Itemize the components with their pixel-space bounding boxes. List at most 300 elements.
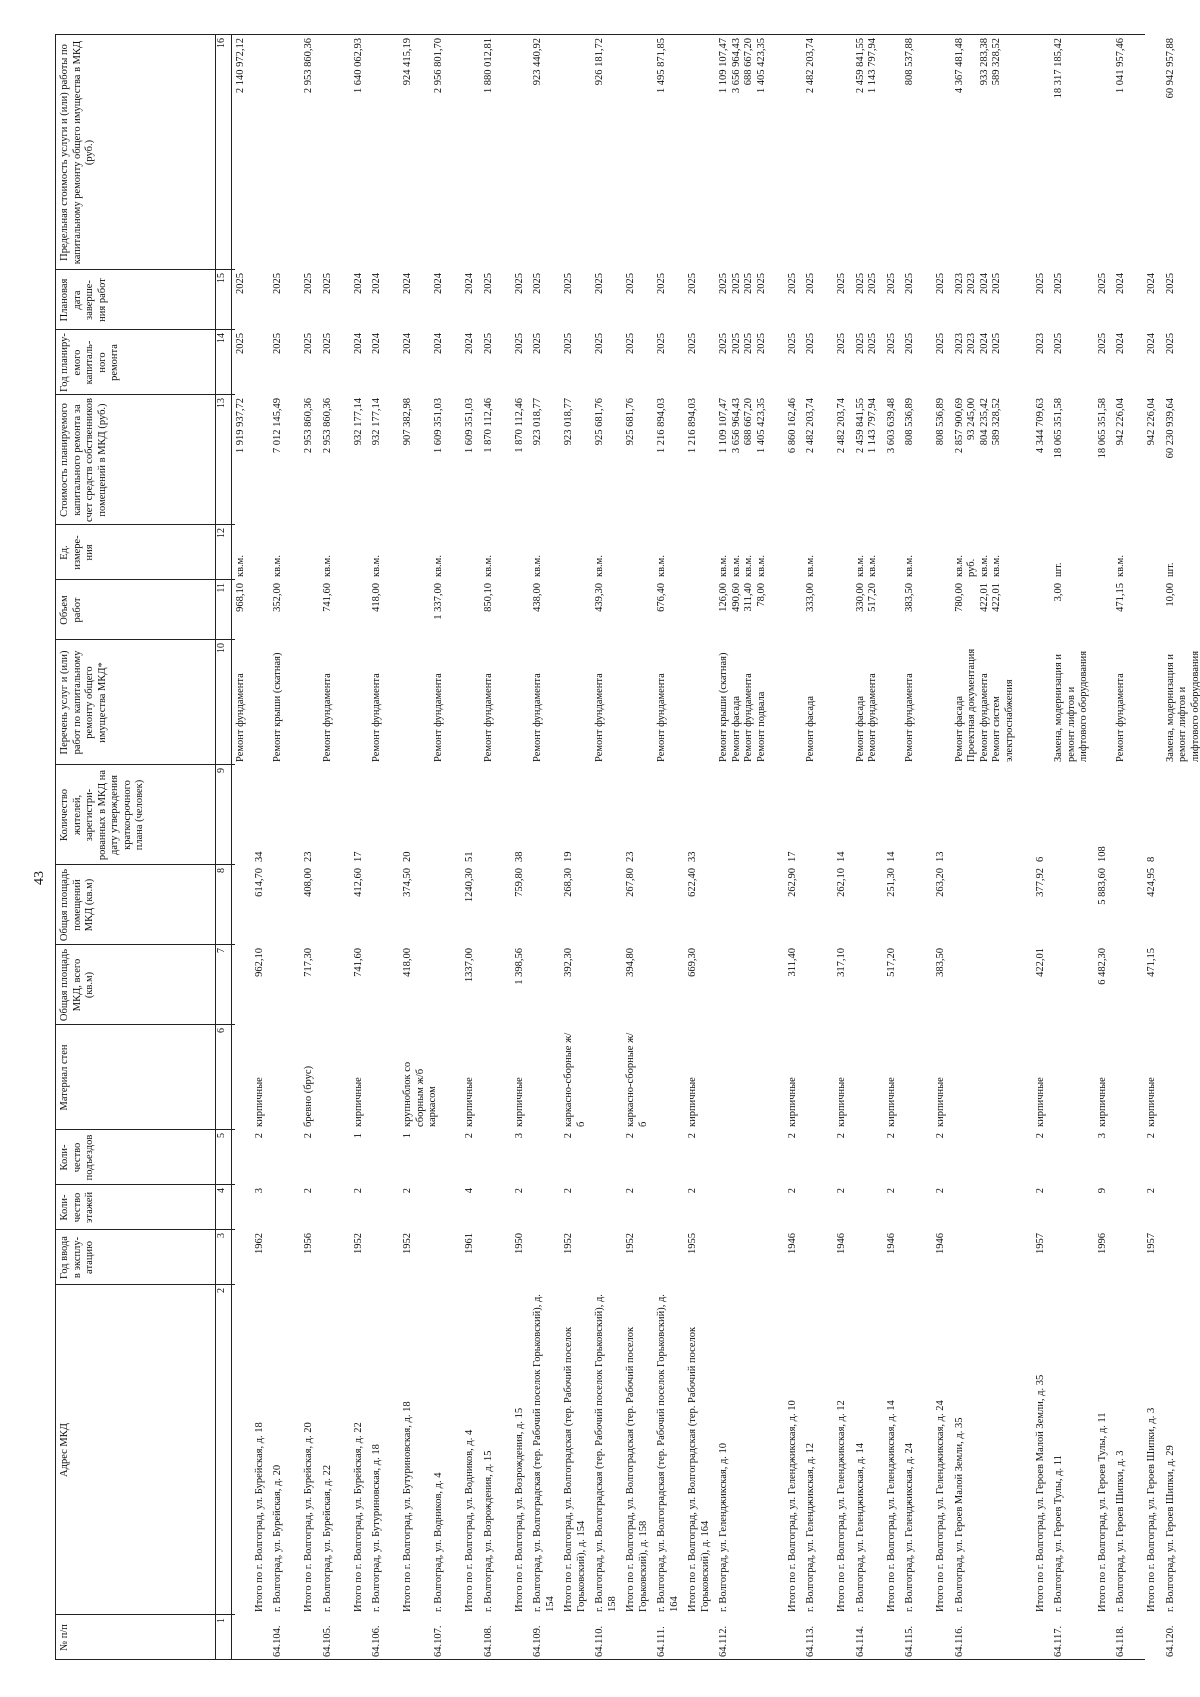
table-cell: 2 482 203,74: [805, 38, 816, 94]
table-cell: 2: [352, 1188, 364, 1194]
table-cell: 392,30: [563, 948, 574, 977]
table-cell: 18 317 185,42: [1053, 38, 1064, 99]
table-cell: 2025 2025 2025 2025: [718, 333, 767, 354]
table-cell: 64.110.: [594, 1625, 605, 1657]
table-cell: Итого по г. Волгоград, ул. Геленджикская, д. 10: [786, 1400, 798, 1612]
table-cell: 2025: [321, 273, 333, 294]
table-cell: 10,00: [1164, 583, 1176, 607]
table-cell: 1 216 894,03: [687, 398, 698, 454]
table-cell: 126,00 490,60 311,40 78,00: [718, 583, 767, 612]
table-cell: кирпичные: [935, 1077, 946, 1127]
table-cell: 418,00: [371, 583, 382, 612]
column-header: Общая площадь помещений МКД (кв.м): [59, 868, 95, 942]
table-cell: г. Волгоград, ул. Геленджикская, д. 10: [718, 1442, 729, 1612]
table-cell: кирпичные: [687, 1077, 698, 1127]
table-cell: 1: [402, 1133, 413, 1139]
table-cell: г. Волгоград, ул. Героев Малой Земли, д. 35: [953, 1417, 965, 1612]
table-cell: 64.111.: [656, 1626, 667, 1657]
table-cell: кирпичные: [786, 1077, 798, 1127]
table-cell: Итого по г. Волгоград, ул. Волгоградская (тер. Рабочий поселок Горьковский), д. 158: [625, 1326, 649, 1612]
table-cell: кирпичные: [352, 1077, 364, 1127]
table-cell: кв.м.: [656, 555, 667, 577]
table-cell: Итого по г. Волгоград, ул. Волгоградская (тер. Рабочий поселок Горьковский), д. 154: [563, 1326, 587, 1612]
table-cell: г. Волгоград, ул. Героев Тулы, д. 11: [1053, 1455, 1064, 1612]
table-cell: 268,30: [563, 868, 574, 897]
table-cell: 4: [464, 1188, 475, 1194]
table-cell: 64.114.: [854, 1625, 866, 1657]
table-cell: г. Волгоград, ул. Бутуриновская, д. 18: [371, 1444, 382, 1612]
table-cell: 60 230 939,64: [1164, 398, 1176, 459]
table-cell: каркасно-сборные ж/б: [563, 1032, 587, 1127]
table-cell: Ремонт фундамента: [904, 673, 915, 762]
table-cell: 2025: [656, 273, 667, 294]
table-cell: крупноблок со сборным ж/б каркасом: [402, 1061, 438, 1127]
table-cell: 263,20: [935, 868, 946, 897]
table-cell: 6 482,30: [1096, 948, 1108, 985]
table-cell: 2025: [513, 333, 525, 354]
table-cell: 9: [1096, 1188, 1108, 1194]
table-cell: 2025: [272, 333, 283, 354]
row-border: [231, 35, 232, 1660]
table-cell: г. Волгоград, ул. Волгоградская (тер. Рабочий поселок Горьковский), д. 164: [656, 1294, 680, 1612]
table-cell: 2: [625, 1188, 636, 1194]
column-header: Материал стен: [59, 1044, 70, 1111]
table-cell: 23: [303, 851, 314, 862]
table-cell: 1946: [935, 1233, 946, 1254]
table-cell: 64.106.: [371, 1625, 382, 1657]
table-cell: 412,60: [352, 868, 364, 897]
table-cell: 14: [885, 851, 897, 862]
table-cell: 2025: [687, 273, 698, 294]
table-cell: 2: [464, 1133, 475, 1139]
table-cell: 17: [786, 851, 798, 862]
table-cell: 2025: [885, 333, 897, 354]
table-cell: 1950: [513, 1233, 525, 1254]
table-cell: Замена, модернизация и ремонт лифтов и лифтового оборудования: [1164, 650, 1200, 762]
table-cell: г. Волгоград, ул. Героев Шипки, д. 3: [1115, 1450, 1126, 1612]
table-cell: 2025: [904, 273, 915, 294]
table-cell: 2025: [563, 273, 574, 294]
table-cell: 808 536,89: [904, 398, 915, 446]
table-cell: 808 537,88: [904, 38, 915, 86]
table-cell: Итого по г. Волгоград, ул. Геленджикская, д. 14: [885, 1400, 897, 1612]
table-cell: 471,15: [1146, 948, 1157, 977]
table-cell: 1946: [885, 1233, 897, 1254]
column-number: 11: [216, 583, 227, 593]
table-cell: 2 482 203,74: [836, 398, 847, 454]
table-cell: 19: [563, 851, 574, 862]
table-cell: 614,70: [253, 868, 265, 897]
table-cell: 3,00: [1053, 583, 1064, 602]
table-cell: 108: [1096, 846, 1108, 862]
table-cell: г. Волгоград, ул. Бурейская, д. 22: [321, 1464, 333, 1612]
table-cell: 2: [1146, 1133, 1157, 1139]
column-number: 8: [216, 868, 227, 873]
table-cell: 2 482 203,74: [805, 398, 816, 454]
table-cell: 64.107.: [433, 1625, 444, 1657]
column-header: Объем работ: [59, 595, 83, 625]
table-cell: 2025: [532, 273, 543, 294]
table-cell: 2025: [594, 273, 605, 294]
table-cell: 850,10: [482, 583, 494, 612]
table-cell: 17: [352, 851, 364, 862]
table-cell: 2: [786, 1188, 798, 1194]
table-cell: 1 919 937,72: [235, 398, 246, 454]
table-cell: 1 640 062,93: [352, 38, 364, 94]
table-cell: Ремонт фундамента: [656, 673, 667, 762]
table-cell: 383,50: [935, 948, 946, 977]
table-cell: 1946: [836, 1233, 847, 1254]
table-cell: 394,80: [625, 948, 636, 977]
table-cell: 942 226,04: [1146, 398, 1157, 446]
table-cell: 422,01: [1034, 948, 1046, 977]
table-cell: 471,15: [1115, 583, 1126, 612]
table-cell: 352,00: [272, 583, 283, 612]
table-cell: Ремонт фундамента: [235, 673, 246, 762]
table-cell: 1 609 351,03: [433, 398, 444, 454]
column-number: 12: [216, 528, 227, 538]
column-header: Количество жителей, зарегистри-рованных в МКД на дату утверждения краткосрочного плана (человек): [59, 769, 145, 861]
table-cell: 2025: [786, 333, 798, 354]
table-cell: Ремонт фасада: [805, 695, 816, 762]
table-cell: 2024: [402, 333, 413, 354]
column-number: 14: [216, 333, 227, 343]
table-cell: 924 415,19: [402, 38, 413, 86]
table-cell: 2 953 860,36: [303, 398, 314, 454]
table-cell: 34: [253, 851, 265, 862]
table-cell: 2025: [563, 333, 574, 354]
table-cell: 2025: [303, 333, 314, 354]
table-cell: 1946: [786, 1233, 798, 1254]
table-cell: г. Волгоград, ул. Бурейская, д. 20: [272, 1464, 283, 1612]
table-cell: кирпичные: [836, 1077, 847, 1127]
table-cell: 2025: [625, 273, 636, 294]
table-cell: 2025: [625, 333, 636, 354]
table-cell: 1962: [253, 1233, 265, 1254]
table-cell: кв.м.: [482, 555, 494, 577]
table-cell: кв.м.: [1115, 555, 1126, 577]
table-cell: 2025: [594, 333, 605, 354]
table-cell: 2024: [352, 333, 364, 354]
table-cell: кв.м.: [433, 555, 444, 577]
table-cell: 517,20: [885, 948, 897, 977]
table-cell: 2024: [402, 273, 413, 294]
table-cell: кирпичные: [885, 1077, 897, 1127]
table-cell: 2025: [235, 333, 246, 354]
table-cell: Ремонт фундамента: [1115, 673, 1126, 762]
table-cell: Ремонт фасада Ремонт фундамента: [854, 673, 878, 762]
table-cell: 2: [563, 1188, 574, 1194]
table-cell: 1961: [464, 1233, 475, 1254]
table-cell: 2025: [805, 273, 816, 294]
table-cell: 2025 2025 2025 2025: [718, 273, 767, 294]
table-cell: 1956: [303, 1233, 314, 1254]
table-cell: 2: [513, 1188, 525, 1194]
table-cell: 383,50: [904, 583, 915, 612]
table-cell: 3 603 639,48: [885, 398, 897, 454]
table-cell: г. Волгоград, ул. Волгоградская (тер. Рабочий поселок Горьковский), д. 154: [532, 1294, 556, 1612]
table-cell: Ремонт фундамента: [321, 673, 333, 762]
table-cell: 2024: [1115, 273, 1126, 294]
table-cell: Ремонт крыши (скатная): [272, 652, 283, 762]
table-cell: 251,30: [885, 868, 897, 897]
table-cell: Итого по г. Волгоград, ул. Геленджикская, д. 12: [836, 1400, 847, 1612]
table-cell: 942 226,04: [1115, 398, 1126, 446]
table-cell: 5 883,60: [1096, 868, 1108, 905]
table-cell: г. Волгоград, ул. Героев Шипки, д. 29: [1164, 1445, 1176, 1612]
table-cell: 907 382,98: [402, 398, 413, 446]
table-cell: Итого по г. Волгоград, ул. Возрождения, д. 15: [513, 1407, 525, 1612]
table-cell: 311,40: [786, 948, 798, 977]
table-cell: 2: [303, 1133, 314, 1139]
table-cell: 424,95: [1146, 868, 1157, 897]
table-cell: 1 495 871,85: [656, 38, 667, 94]
table-cell: 2025: [656, 333, 667, 354]
table-cell: кв.м.: [272, 555, 283, 577]
table-cell: 926 181,72: [594, 38, 605, 86]
table-cell: 7 012 145,49: [272, 398, 283, 454]
table-cell: 317,10: [836, 948, 847, 977]
table-cell: 1952: [352, 1233, 364, 1254]
table-cell: 2024: [371, 273, 382, 294]
column-header: Коли-чество этажей: [59, 1191, 95, 1224]
column-header: Ед. измере-ния: [59, 535, 95, 570]
table-cell: 2: [1034, 1188, 1046, 1194]
table-cell: 2: [563, 1133, 574, 1139]
table-cell: 2025: [321, 333, 333, 354]
table-cell: 2024: [1115, 333, 1126, 354]
table-cell: 13: [935, 851, 946, 862]
table-cell: 2025: [272, 273, 283, 294]
column-header: Адрес МКД: [59, 1423, 70, 1477]
table-cell: Итого по г. Волгоград, ул. Водников, д. 4: [464, 1429, 475, 1612]
column-number: 1: [216, 1618, 227, 1623]
table-cell: 1 609 351,03: [464, 398, 475, 454]
column-header: Стоимость планируемого капитального ремонта за счет средств собственников помещений в МКД (руб.): [59, 398, 108, 522]
table-cell: г. Волгоград, ул. Водников, д. 4: [433, 1472, 444, 1612]
table-cell: 676,40: [656, 583, 667, 612]
column-header: № п/п: [59, 1624, 70, 1651]
table-cell: 2025: [1034, 273, 1046, 294]
table-cell: 2023: [1034, 333, 1046, 354]
table-cell: 2: [885, 1133, 897, 1139]
table-cell: кирпичные: [464, 1077, 475, 1127]
table-cell: кв.м. кв.м. кв.м. кв.м.: [718, 555, 767, 577]
column-number: 2: [216, 1288, 227, 1293]
table-cell: 64.120.: [1164, 1625, 1176, 1657]
column-header: Коли-чество подъездов: [59, 1134, 95, 1181]
table-cell: 2023 2023 2024 2025: [953, 273, 1002, 294]
table-cell: 374,50: [402, 868, 413, 897]
table-cell: кв.м.: [532, 555, 543, 577]
column-number: 4: [216, 1188, 227, 1193]
table-cell: г. Волгоград, ул. Возрождения, д. 15: [482, 1450, 494, 1612]
table-cell: 33: [687, 851, 698, 862]
table-cell: кв.м.: [594, 555, 605, 577]
table-cell: 2025: [935, 273, 946, 294]
table-cell: 64.108.: [482, 1625, 494, 1657]
table-cell: 932 177,14: [352, 398, 364, 446]
table-cell: шт.: [1164, 562, 1176, 577]
table-cell: 2025: [904, 333, 915, 354]
table-cell: кв.м.: [805, 555, 816, 577]
table-cell: 2025: [935, 333, 946, 354]
table-cell: Ремонт крыши (скатная) Ремонт фасада Ремонт фундамента Ремонт подвала: [718, 652, 767, 762]
table-cell: каркасно-сборные ж/б: [625, 1032, 649, 1127]
column-header: Предельная стоимость услуги и (или) работы по капитальному ремонту общего имущества в МКД (руб.): [59, 40, 95, 265]
table-cell: 2025: [805, 333, 816, 354]
table-cell: 2024: [433, 333, 444, 354]
table-cell: шт.: [1053, 562, 1064, 577]
table-cell: 2025 2025: [854, 273, 878, 294]
table-cell: 1240,30: [464, 868, 475, 903]
table-cell: г. Волгоград, ул. Геленджикская, д. 12: [805, 1442, 816, 1612]
table-cell: 2025: [532, 333, 543, 354]
table-cell: 333,00: [805, 583, 816, 612]
table-cell: 2: [1146, 1188, 1157, 1194]
table-cell: 2025: [786, 273, 798, 294]
table-cell: 2025: [1096, 273, 1108, 294]
table-cell: Ремонт фундамента: [482, 673, 494, 762]
table-cell: 64.109.: [532, 1625, 543, 1657]
table-cell: 267,80: [625, 868, 636, 897]
table-cell: 377,92: [1034, 868, 1046, 897]
table-cell: 330,00 517,20: [854, 583, 878, 612]
table-cell: 438,00: [532, 583, 543, 612]
table-cell: 2: [885, 1188, 897, 1194]
table-cell: 2 459 841,55 1 143 797,94: [854, 38, 878, 94]
table-cell: 2: [836, 1188, 847, 1194]
table-cell: 2024: [464, 333, 475, 354]
table-cell: кирпичные: [513, 1077, 525, 1127]
table-cell: 1 870 112,46: [482, 398, 494, 453]
table-cell: кирпичные: [1034, 1077, 1046, 1127]
table-cell: 2 953 860,36: [321, 398, 333, 454]
table-cell: 923 440,92: [532, 38, 543, 86]
table-cell: 741,60: [321, 583, 333, 612]
table-cell: 262,10: [836, 868, 847, 897]
table-cell: 669,30: [687, 948, 698, 977]
table-cell: 1 337,00: [433, 583, 444, 620]
table-cell: 2025: [303, 273, 314, 294]
table-cell: г. Волгоград, ул. Волгоградская (тер. Рабочий поселок Горьковский), д. 158: [594, 1294, 618, 1612]
table-cell: кирпичные: [1096, 1077, 1108, 1127]
table-cell: бревно (брус): [303, 1065, 314, 1127]
table-cell: Итого по г. Волгоград, ул. Волгоградская (тер. Рабочий поселок Горьковский), д. 164: [687, 1326, 711, 1612]
column-header: Год ввода в эксплу-атацию: [59, 1236, 95, 1279]
table-cell: 64.116.: [953, 1625, 965, 1657]
table-cell: 2: [935, 1133, 946, 1139]
table-cell: 2: [687, 1188, 698, 1194]
table-cell: кв.м.: [321, 555, 333, 577]
rotated-table-sheet: [55, 35, 1200, 1660]
table-cell: 925 681,76: [625, 398, 636, 446]
table-cell: 923 018,77: [532, 398, 543, 446]
table-cell: кв.м. руб. кв.м. кв.м.: [953, 555, 1002, 577]
column-header: Год планиру-емого капиталь-ного ремонта: [59, 333, 120, 392]
table-cell: 2: [786, 1133, 798, 1139]
table-cell: кв.м.: [235, 555, 246, 577]
table-cell: 2 956 801,70: [433, 38, 444, 94]
table-cell: 2025: [836, 333, 847, 354]
table-cell: 2025: [1053, 273, 1064, 294]
table-cell: 2 953 860,36: [303, 38, 314, 94]
table-cell: 1337,00: [464, 948, 475, 983]
table-cell: 1: [352, 1133, 364, 1139]
table-cell: 2024: [1146, 273, 1157, 294]
table-cell: Итого по г. Волгоград, ул. Героев Тулы, д. 11: [1096, 1412, 1108, 1612]
table-cell: 1 880 012,81: [482, 38, 494, 94]
column-number: 16: [216, 38, 227, 48]
table-cell: 1957: [1034, 1233, 1046, 1254]
table-cell: 439,30: [594, 583, 605, 612]
table-cell: 2025: [482, 333, 494, 354]
table-cell: 408,00: [303, 868, 314, 897]
table-cell: 51: [464, 851, 475, 862]
table-cell: 2025: [885, 273, 897, 294]
table-cell: г. Волгоград, ул. Геленджикская, д. 14: [854, 1442, 866, 1612]
table-cell: 23: [625, 851, 636, 862]
table-cell: 3: [253, 1188, 265, 1194]
table-cell: 622,40: [687, 868, 698, 897]
table-cell: 8: [1146, 856, 1157, 862]
column-number: 10: [216, 643, 227, 653]
table-cell: 1 398,56: [513, 948, 525, 985]
table-cell: 2025: [482, 273, 494, 294]
table-cell: 962,10: [253, 948, 265, 977]
table-cell: 262,90: [786, 868, 798, 897]
table-cell: 60 942 957,88: [1164, 38, 1176, 99]
table-cell: 1996: [1096, 1233, 1108, 1254]
table-cell: 2024: [371, 333, 382, 354]
table-cell: Итого по г. Волгоград, ул. Бутуриновская, д. 18: [402, 1401, 413, 1612]
table-cell: 64.105.: [321, 1625, 333, 1657]
table-cell: Итого по г. Волгоград, ул. Бурейская, д. 22: [352, 1422, 364, 1612]
table-cell: 6 860 162,46: [786, 398, 798, 454]
table-cell: 1952: [402, 1233, 413, 1254]
table-cell: 2023 2023 2024 2025: [953, 333, 1002, 354]
table-cell: 717,30: [303, 948, 314, 977]
table-cell: 2: [1034, 1133, 1046, 1139]
table-cell: 968,10: [235, 583, 246, 612]
table-cell: 64.104.: [272, 1625, 283, 1657]
table-cell: Ремонт фундамента: [532, 673, 543, 762]
column-number: 13: [216, 398, 227, 408]
table-cell: 1 109 107,47 3 656 964,43 688 667,20 1 405 423,35: [718, 38, 767, 94]
table-cell: 780,00 422,01 422,01: [953, 583, 1002, 612]
table-cell: 18 065 351,58: [1096, 398, 1108, 459]
table-cell: 1952: [625, 1233, 636, 1254]
table-cell: 4 344 709,63: [1034, 398, 1046, 454]
table-cell: 2: [687, 1133, 698, 1139]
table-cell: 923 018,77: [563, 398, 574, 446]
column-number: 5: [216, 1133, 227, 1138]
table-cell: 1 109 107,47 3 656 964,43 688 667,20 1 405 423,35: [718, 398, 767, 454]
table-cell: 2024: [433, 273, 444, 294]
column-header: Общая площадь МКД, всего (кв.м): [59, 948, 95, 1022]
table-cell: 2024: [352, 273, 364, 294]
table-cell: 1952: [563, 1233, 574, 1254]
table-cell: 64.118.: [1115, 1625, 1126, 1657]
table-cell: 2025: [235, 273, 246, 294]
table-cell: 2025: [1053, 333, 1064, 354]
column-number: 15: [216, 273, 227, 283]
column-number: 3: [216, 1233, 227, 1238]
table-cell: 2 459 841,55 1 143 797,94: [854, 398, 878, 454]
table-cell: 18 065 351,58: [1053, 398, 1064, 459]
table-cell: Итого по г. Волгоград, ул. Героев Малой Земли, д. 35: [1034, 1374, 1046, 1612]
table-cell: 64.113.: [805, 1625, 816, 1657]
